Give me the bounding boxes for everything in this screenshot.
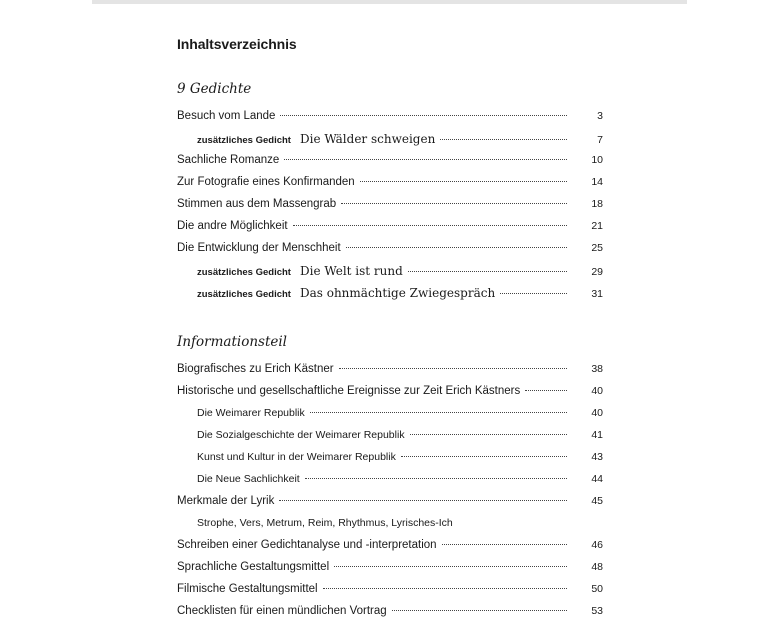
toc-entry[interactable] xyxy=(177,154,603,176)
section-heading-poems: 9 Gedichte xyxy=(177,81,252,97)
dot-leader xyxy=(440,139,567,140)
toc-page-number: 14 xyxy=(591,176,603,188)
toc-entry-title: Stimmen aus dem Massengrab xyxy=(177,198,337,210)
dot-leader xyxy=(279,500,567,501)
toc-page-number: 3 xyxy=(597,110,603,122)
page-top-edge xyxy=(92,0,687,4)
toc-page-number: 10 xyxy=(591,154,603,166)
toc-entry[interactable] xyxy=(197,264,603,286)
toc-page-number: 43 xyxy=(591,451,603,463)
dot-leader xyxy=(392,610,567,611)
toc-page-number: 45 xyxy=(591,495,603,507)
additional-poem-label: zusätzliches Gedicht xyxy=(197,135,291,146)
dot-leader xyxy=(339,368,567,369)
toc-entry[interactable] xyxy=(177,176,603,198)
additional-poem-label: zusätzliches Gedicht xyxy=(197,267,291,278)
toc-page-number: 46 xyxy=(591,539,603,551)
toc-entry-title: Die Sozialgeschichte der Weimarer Republik xyxy=(197,429,405,441)
toc-entry-title: Die Entwicklung der Menschheit xyxy=(177,242,341,254)
toc-entry[interactable] xyxy=(177,605,603,627)
section-heading-information: Informationsteil xyxy=(177,334,287,350)
toc-page-number: 53 xyxy=(591,605,603,617)
dot-leader xyxy=(293,225,567,226)
toc-entry-title: Merkmale der Lyrik xyxy=(177,495,275,507)
dot-leader xyxy=(410,434,567,435)
toc-entry[interactable] xyxy=(177,561,603,583)
toc-entry[interactable] xyxy=(197,473,603,495)
toc-entry-title: Schreiben einer Gedichtanalyse und -interpretation xyxy=(177,539,437,551)
toc-entry-title: Die Weimarer Republik xyxy=(197,407,305,419)
toc-page-number: 40 xyxy=(591,407,603,419)
toc-entry[interactable] xyxy=(177,495,603,517)
toc-page-number: 31 xyxy=(591,288,603,300)
toc-entry-title: Strophe, Vers, Metrum, Reim, Rhythmus, Lyrisches-Ich xyxy=(197,517,453,529)
toc-page-number: 50 xyxy=(591,583,603,595)
toc-page-number: 38 xyxy=(591,363,603,375)
toc-entry[interactable] xyxy=(197,451,603,473)
dot-leader xyxy=(408,271,567,272)
toc-page-number: 25 xyxy=(591,242,603,254)
dot-leader xyxy=(334,566,567,567)
dot-leader xyxy=(346,247,567,248)
dot-leader xyxy=(525,390,567,391)
dot-leader xyxy=(360,181,567,182)
toc-entry-title: Das ohnmächtige Zwiegespräch xyxy=(299,286,496,300)
toc-entry-title: Die Neue Sachlichkeit xyxy=(197,473,300,485)
toc-page-number: 44 xyxy=(591,473,603,485)
dot-leader xyxy=(341,203,567,204)
dot-leader xyxy=(305,478,567,479)
toc-entry[interactable] xyxy=(197,132,603,154)
toc-entry[interactable] xyxy=(177,385,603,407)
toc-page-number: 7 xyxy=(597,134,603,146)
dot-leader xyxy=(284,159,567,160)
toc-entry[interactable] xyxy=(177,110,603,132)
toc-entry-title: Checklisten für einen mündlichen Vortrag xyxy=(177,605,387,617)
toc-entry-title: Biografisches zu Erich Kästner xyxy=(177,363,334,375)
dot-leader xyxy=(280,115,567,116)
toc-page-number: 18 xyxy=(591,198,603,210)
toc-page-number: 40 xyxy=(591,385,603,397)
toc-entry[interactable] xyxy=(177,242,603,264)
toc-entry-title: Sprachliche Gestaltungsmittel xyxy=(177,561,330,573)
dot-leader xyxy=(323,588,567,589)
toc-entry[interactable] xyxy=(197,407,603,429)
toc-page-number: 41 xyxy=(591,429,603,441)
page-title: Inhaltsverzeichnis xyxy=(177,36,297,52)
dot-leader xyxy=(442,544,567,545)
dot-leader xyxy=(401,456,567,457)
toc-entry[interactable] xyxy=(197,429,603,451)
toc-entry-title: Sachliche Romanze xyxy=(177,154,280,166)
toc-entry-title: Die Wälder schweigen xyxy=(299,132,436,146)
toc-entry[interactable] xyxy=(197,286,603,308)
toc-entry-title: Zur Fotografie eines Konfirmanden xyxy=(177,176,355,188)
toc-entry-title: Besuch vom Lande xyxy=(177,110,276,122)
toc-entry-title: Die andre Möglichkeit xyxy=(177,220,288,232)
dot-leader xyxy=(310,412,567,413)
toc-entry[interactable] xyxy=(177,220,603,242)
toc-page-number: 29 xyxy=(591,266,603,278)
toc-entry[interactable] xyxy=(177,539,603,561)
toc-page-number: 48 xyxy=(591,561,603,573)
additional-poem-label: zusätzliches Gedicht xyxy=(197,289,291,300)
toc-entry-title: Historische und gesellschaftliche Ereignisse zur Zeit Erich Kästners xyxy=(177,385,521,397)
toc-entry-title: Die Welt ist rund xyxy=(299,264,403,278)
toc-page-number: 21 xyxy=(591,220,603,232)
toc-entry[interactable] xyxy=(177,583,603,605)
dot-leader xyxy=(500,293,567,294)
toc-entry[interactable] xyxy=(177,363,603,385)
toc-entry[interactable] xyxy=(177,198,603,220)
toc-subtopics[interactable] xyxy=(197,517,603,539)
toc-entry-title: Kunst und Kultur in der Weimarer Republik xyxy=(197,451,396,463)
toc-entry-title: Filmische Gestaltungsmittel xyxy=(177,583,318,595)
